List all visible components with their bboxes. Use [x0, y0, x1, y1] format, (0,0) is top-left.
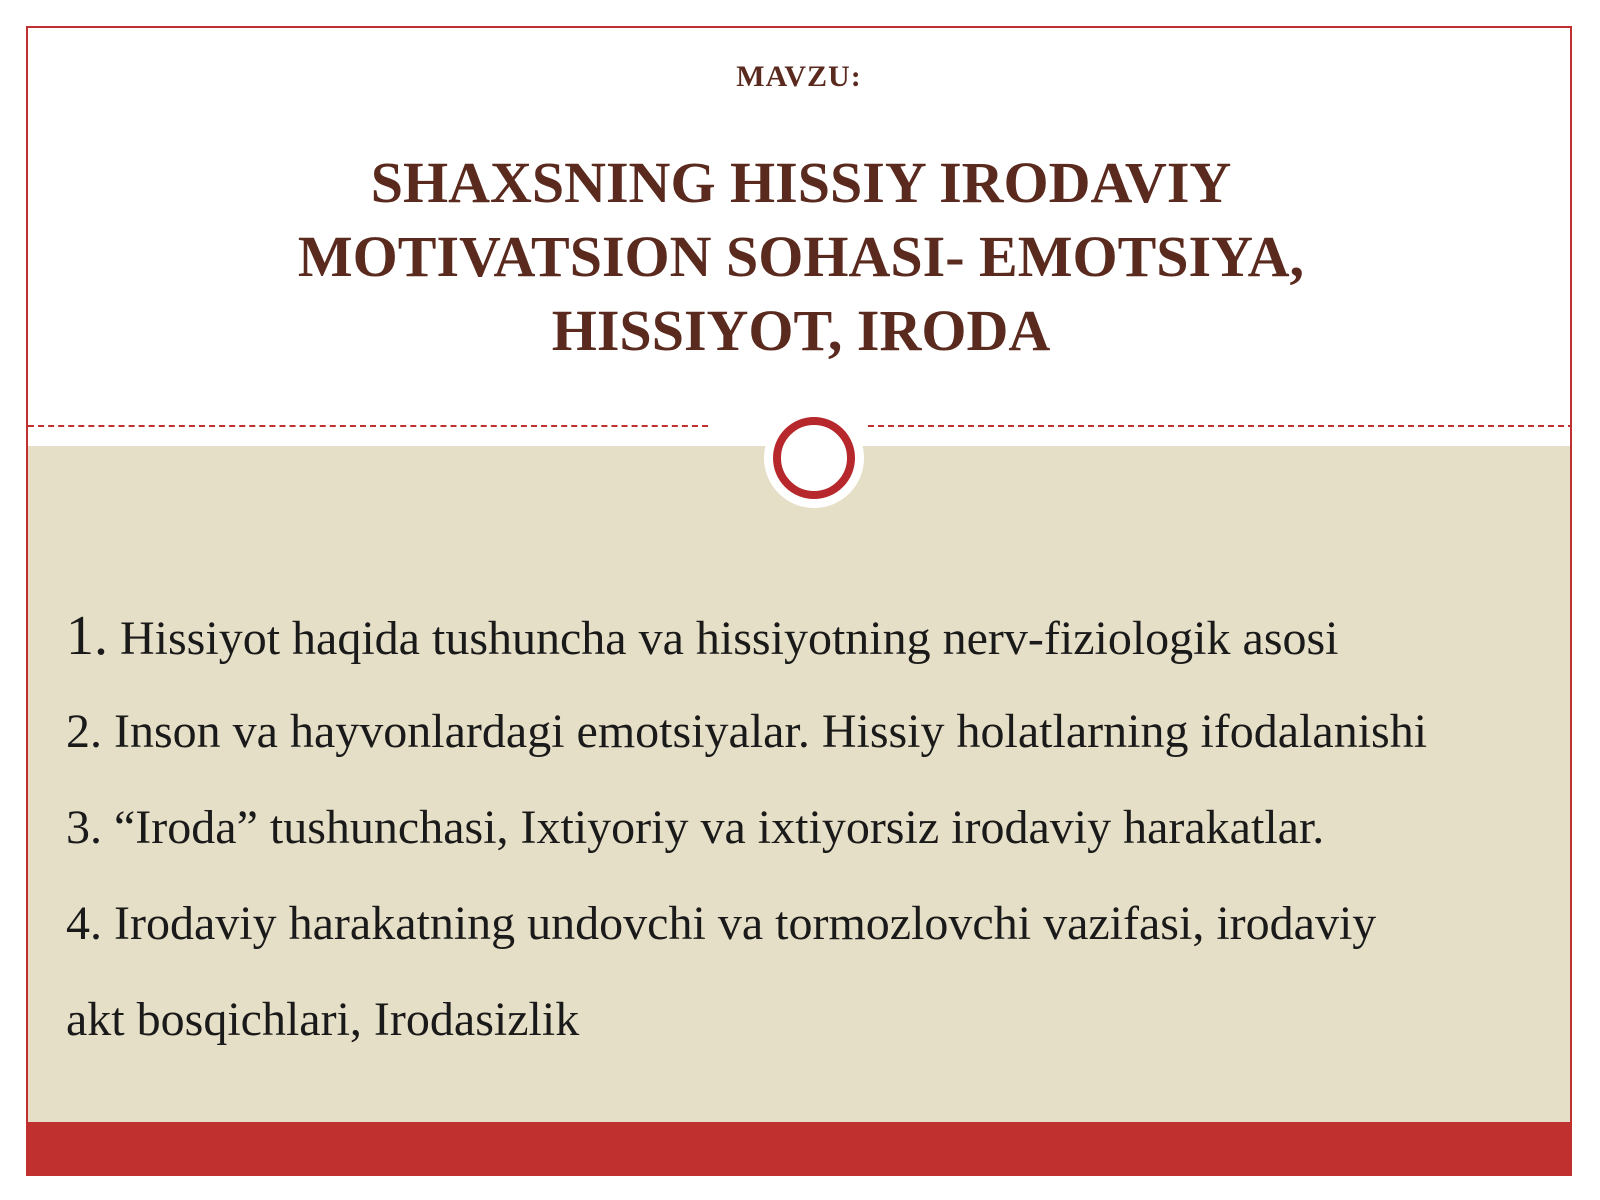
- slide: [26, 26, 1572, 1176]
- slide-title: SHAXSNING HISSIY IRODAVIY MOTIVATSION SOHASI- EMOTSIYA, HISSIYOT, IRODA: [297, 150, 1305, 363]
- list-item-number: 2.: [66, 705, 102, 758]
- divider-left: [28, 425, 708, 427]
- list-item-text: Inson va hayvonlardagi emotsiyalar. Hissiy holatlarning ifodalanishi: [102, 705, 1428, 758]
- footer-bar: [28, 1122, 1570, 1174]
- list-item-number: 4.: [66, 897, 102, 950]
- list-item-text: “Iroda” tushunchasi, Ixtiyoriy va ixtiyorsiz irodaviy harakatlar.: [102, 801, 1325, 854]
- topic-label: MAVZU:: [736, 60, 862, 93]
- topic-list: [66, 588, 1556, 1068]
- list-item-text: Hissiyot haqida tushuncha va hissiyotning nerv-fiziologik asosi: [108, 612, 1339, 665]
- list-item-text: Irodaviy harakatning undovchi va tormozlovchi vazifasi, irodaviy: [102, 897, 1377, 950]
- circle-ornament-icon: [773, 417, 855, 499]
- list-item-number: 1.: [66, 605, 108, 667]
- slide-header: [28, 28, 1570, 426]
- list-item-number: 3.: [66, 801, 102, 854]
- list-item-text: akt bosqichlari, Irodasizlik: [66, 993, 580, 1046]
- list-item: [66, 780, 1556, 876]
- list-item: [66, 588, 1556, 684]
- list-item: [66, 876, 1556, 972]
- divider-right: [868, 425, 1572, 427]
- list-item: [66, 972, 1556, 1068]
- list-item: [66, 684, 1556, 780]
